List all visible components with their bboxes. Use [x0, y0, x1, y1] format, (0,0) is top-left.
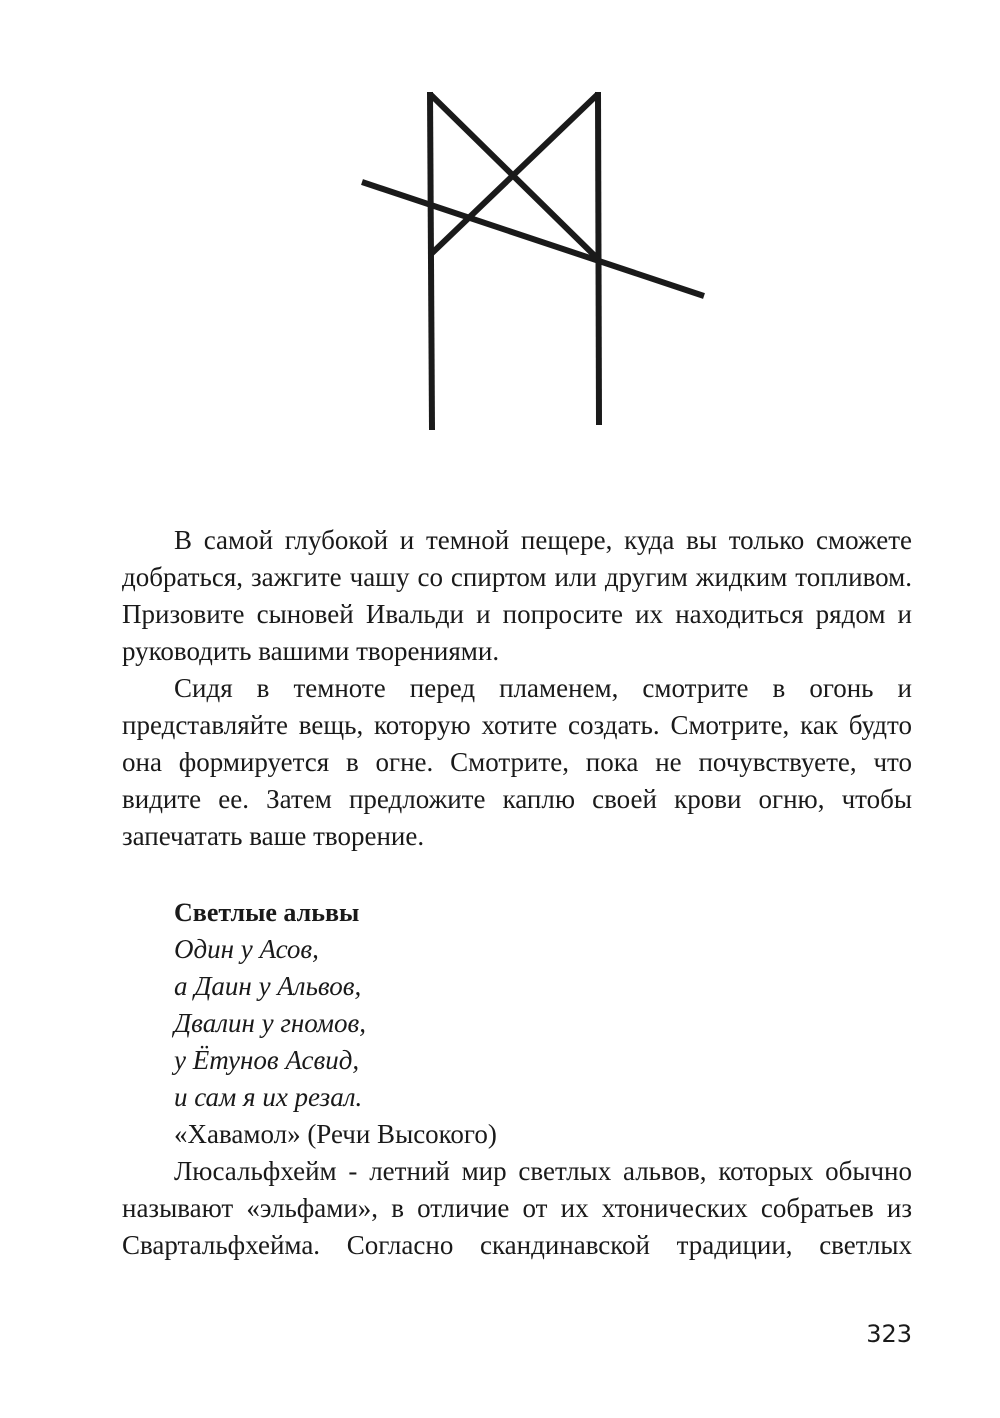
paragraph-1: В самой глубокой и темной пещере, куда вы только сможете добраться, зажгите чашу со спиртом или другим жидким топливом. Призовите сыновей Ивальди и попросите их находиться рядом и руководить вашими творениями. [122, 525, 912, 666]
bindrune-illustration [340, 80, 720, 440]
verse-line: а Даин у Альвов, [174, 971, 362, 1001]
verse-line: Двалин у гномов, [174, 1008, 366, 1038]
main-text [122, 522, 912, 855]
verse-line: у Ётунов Асвид, [174, 1045, 360, 1075]
paragraph-3: Люсальфхейм - летний мир светлых альвов, которых обычно называют «эльфами», в отличие от их хтонических собратьев из Свартальфхейма. Согласно скандинавской традиции, светлых [122, 1156, 912, 1260]
page-number: 323 [866, 1320, 912, 1348]
quote-source: «Хавамол» (Речи Высокого) [174, 1119, 497, 1149]
verse-line: и сам я их резал. [174, 1082, 363, 1112]
rune-left-stave [430, 92, 432, 430]
verse-line: Один у Асов, [174, 934, 319, 964]
section-light-elves [122, 894, 912, 1264]
paragraph-2: Сидя в темноте перед пламенем, смотрите в огонь и представляйте вещь, которую хотите создать. Смотрите, как будто она формируется в огне. Смотрите, пока не почувствуете, что видите ее. Затем предложите каплю своей крови огню, чтобы запечатать ваше творение. [122, 673, 912, 851]
section-heading: Светлые альвы [174, 898, 360, 927]
